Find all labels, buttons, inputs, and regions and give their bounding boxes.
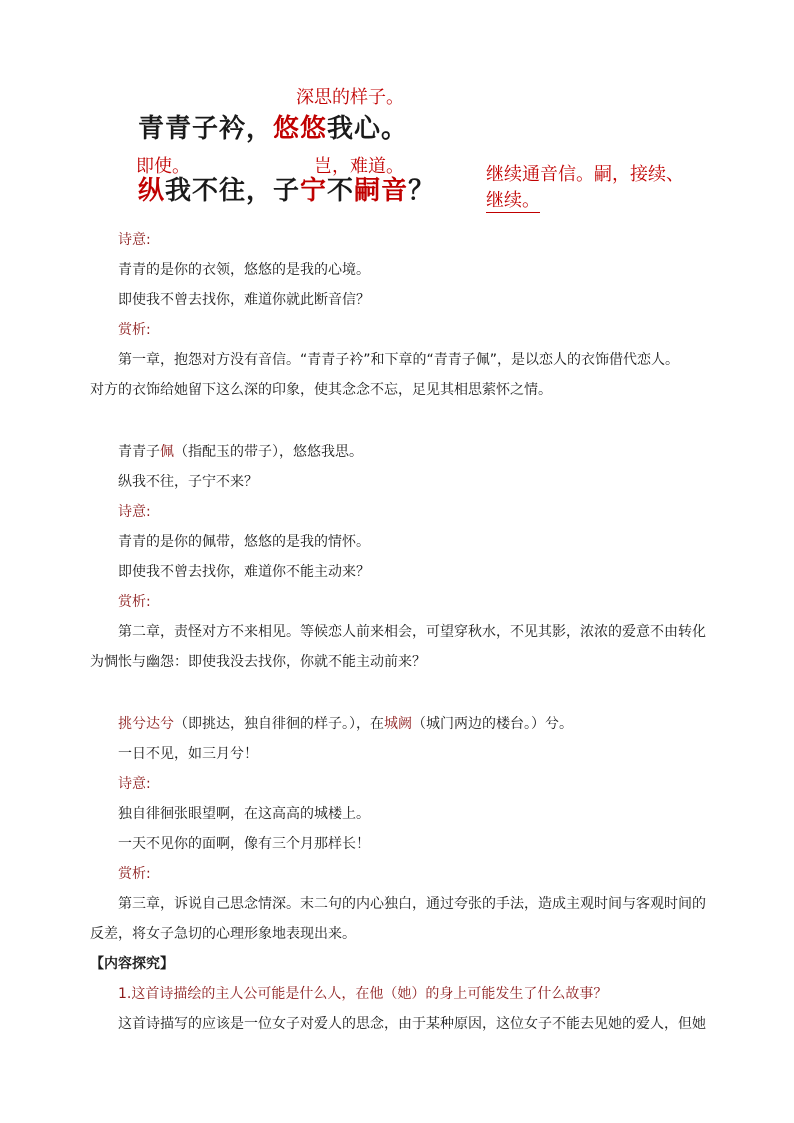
answer-line: 这首诗描写的应该是一位女子对爱人的思念，由于某种原因，这位女子不能去见她的爱人，但她 (118, 1016, 706, 1032)
annotation-ning: 岂，难道。 (314, 156, 404, 177)
stanza-text: （指配玉的带子），悠悠我思。 (174, 444, 363, 460)
poem-text: 青青子衿， (138, 114, 274, 144)
poem-keyword-ning: 宁 (300, 176, 328, 206)
poem-line-1 (138, 108, 408, 145)
meaning-line: 即使我不曾去找你，难道你就此断音信？ (118, 292, 370, 308)
stanza-line: 纵我不往，子宁不来？ (118, 474, 258, 490)
stanza-keyword-tiaoda: 挑兮达兮 (118, 716, 174, 732)
stanza-line (90, 437, 712, 467)
analysis-line: 对方的衣饰给她留下这么深的印象，使其念念不忘，足见其相思萦怀之情。 (90, 382, 552, 398)
annotation-zong: 即使。 (136, 156, 190, 177)
analysis-line: 第一章，抱怨对方没有音信。“青青子衿”和下章的“青青子佩”，是以恋人的衣饰借代恋人。 (118, 352, 680, 368)
stanza-text: 青青子 (118, 444, 160, 460)
label-meaning: 诗意: (118, 776, 151, 792)
analysis-line: 为惆怅与幽怨：即使我没去找你，你就不能主动前来？ (90, 654, 426, 670)
analysis-line: 第三章，诉说自己思念情深。末二句的内心独白，通过夸张的手法，造成主观时间与客观时间的 (118, 896, 706, 912)
poem-text: ？ (408, 176, 436, 206)
poem-keyword-zong: 纵 (138, 176, 166, 206)
annotation-siyin (486, 162, 684, 214)
label-meaning: 诗意: (118, 232, 151, 248)
poem-keyword-siyin: 嗣音 (354, 176, 409, 206)
analysis-line: 第二章，责怪对方不来相见。等候恋人前来相会，可望穿秋水，不见其影，浓浓的爱意不由转化 (118, 624, 706, 640)
poem-text: 不 (327, 176, 355, 206)
label-analysis: 赏析: (118, 322, 151, 338)
document-body (90, 225, 712, 1039)
poem-line-2 (138, 170, 435, 207)
label-meaning: 诗意: (118, 504, 151, 520)
meaning-line: 独自徘徊张眼望啊，在这高高的城楼上。 (118, 806, 370, 822)
meaning-line: 即使我不曾去找你，难道你不能主动来？ (118, 564, 370, 580)
stanza-line: 一日不见，如三月兮！ (118, 746, 258, 762)
label-analysis: 赏析: (118, 594, 151, 610)
annotation-siyin-line1: 继续通音信。嗣，接续、 (486, 164, 684, 185)
stanza-line (90, 709, 712, 739)
label-analysis: 赏析: (118, 866, 151, 882)
poem-text: 我不往，子 (165, 176, 301, 206)
annotation-siyin-line2: 继续。 (486, 190, 540, 211)
stanza-keyword-pei: 佩 (160, 444, 174, 460)
poem-text: 我心。 (327, 114, 409, 144)
stanza-text: （城门两边的楼台。）兮。 (412, 716, 573, 732)
meaning-line: 一天不见你的面啊，像有三个月那样长！ (118, 836, 370, 852)
stanza-keyword-chengque: 城阙 (384, 716, 412, 732)
section-heading: 【内容探究】 (90, 956, 174, 972)
poem-keyword-youyou: 悠悠 (273, 114, 328, 144)
question: 1.这首诗描绘的主人公可能是什么人，在他（她）的身上可能发生了什么故事？ (118, 986, 608, 1002)
analysis-line: 反差，将女子急切的心理形象地表现出来。 (90, 926, 356, 942)
annotation-youyou: 深思的样子。 (296, 87, 404, 108)
stanza-text: （即挑达，独自徘徊的样子。），在 (174, 716, 384, 732)
meaning-line: 青青的是你的衣领，悠悠的是我的心境。 (118, 262, 370, 278)
meaning-line: 青青的是你的佩带，悠悠的是我的情怀。 (118, 534, 370, 550)
